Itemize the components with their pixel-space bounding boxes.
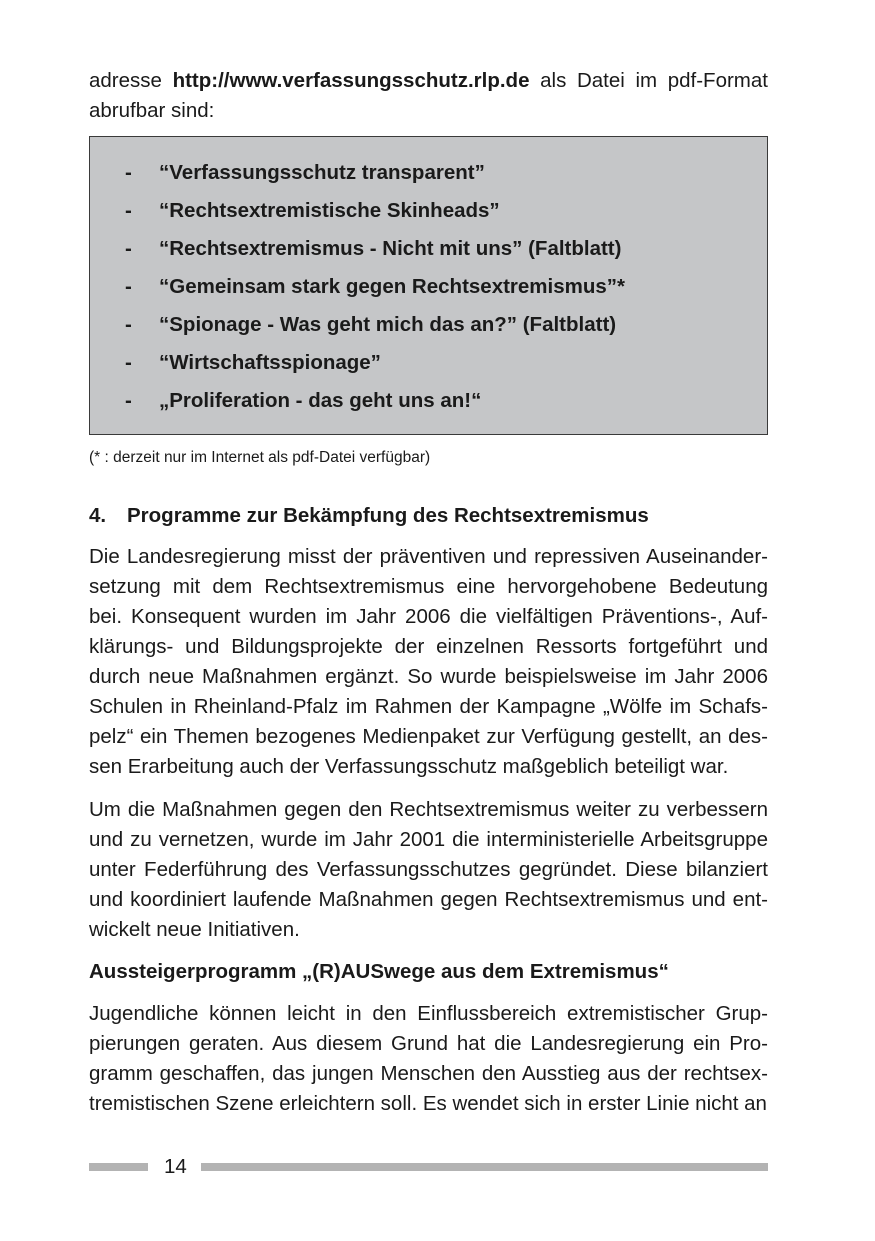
intro-url[interactable]: http://www.verfassungsschutz.rlp.de (172, 69, 530, 92)
page-footer (89, 1152, 768, 1180)
publication-item (90, 192, 767, 230)
subheading: Aussteigerprogramm „(R)AUSwege aus dem Extremismus“ (89, 960, 669, 983)
publication-item (90, 306, 767, 344)
list-dash: - (125, 389, 132, 412)
list-dash: - (125, 237, 132, 260)
section-number: 4. (89, 504, 107, 527)
section-heading (89, 501, 768, 531)
publications-box (89, 136, 768, 435)
footer-bar-left (89, 1163, 148, 1171)
list-dash: - (125, 161, 132, 184)
publication-title: “Wirtschaftsspionage” (159, 351, 381, 374)
publication-title: “Gemeinsam stark gegen Rechtsextremismus”* (159, 275, 626, 298)
publication-title: “Verfassungsschutz transparent” (159, 161, 485, 184)
list-dash: - (125, 351, 132, 374)
body-paragraph-3: Jugendliche können leicht in den Einflussbereich extremistischer Gruppierungen geraten. Aus diesem Grund hat die Landesregierung ein Programm geschaffen, das jungen Menschen den Ausstieg aus der rechtsextremistischen Szene erleichtern soll. Es wendet sich in erster Linie nicht an (89, 1002, 768, 1115)
publication-title: “Rechtsextremistische Skinheads” (159, 199, 500, 222)
publication-title: “Rechtsextremismus - Nicht mit uns” (Faltblatt) (159, 237, 622, 260)
intro-suffix: als Datei im pdf-Format abrufbar sind: (89, 69, 768, 122)
publication-item (90, 268, 767, 306)
body-paragraph-1: Die Landesregierung misst der präventiven und repressiven Auseinandersetzung mit dem Rechtsextremismus eine hervorgehobene Bedeutung bei. Konsequent wurden im Jahr 2006 die vielfältigen Präventions-, Aufklärungs- und Bildungsprojekte der einzelnen Ressorts fortgeführt und durch neue Maßnahmen ergänzt. So wurde beispielsweise im Jahr 2006 Schulen in Rheinland-Pfalz im Rahmen der Kampagne „Wölfe im Schafspelz“ ein Themen bezogenes Medienpaket zur Verfügung gestellt, an dessen Erarbeitung auch der Verfassungsschutz maßgeblich beteiligt war. (89, 545, 768, 778)
list-dash: - (125, 199, 132, 222)
list-dash: - (125, 313, 132, 336)
body-paragraph-2: Um die Maßnahmen gegen den Rechtsextremismus weiter zu verbessern und zu vernetzen, wurde im Jahr 2001 die interministerielle Arbeitsgruppe unter Federführung des Verfassungsschutzes gegründet. Diese bilanziert und koordiniert laufende Maßnahmen gegen Rechtsextremismus und entwickelt neue Initiativen. (89, 798, 768, 941)
publication-item (90, 230, 767, 268)
publication-item (90, 154, 767, 192)
footnote: (* : derzeit nur im Internet als pdf-Datei verfügbar) (89, 449, 431, 466)
page-content (89, 66, 768, 1119)
page-number: 14 (164, 1155, 187, 1178)
section-title: Programme zur Bekämpfung des Rechtsextremismus (127, 504, 649, 527)
publication-item (90, 344, 767, 382)
publication-title: „Proliferation - das geht uns an!“ (159, 389, 482, 412)
intro-paragraph (89, 66, 768, 126)
publication-item (90, 382, 767, 420)
intro-prefix: adresse (89, 69, 173, 92)
publication-title: “Spionage - Was geht mich das an?” (Faltblatt) (159, 313, 617, 336)
list-dash: - (125, 275, 132, 298)
footer-bar-right (201, 1163, 768, 1171)
